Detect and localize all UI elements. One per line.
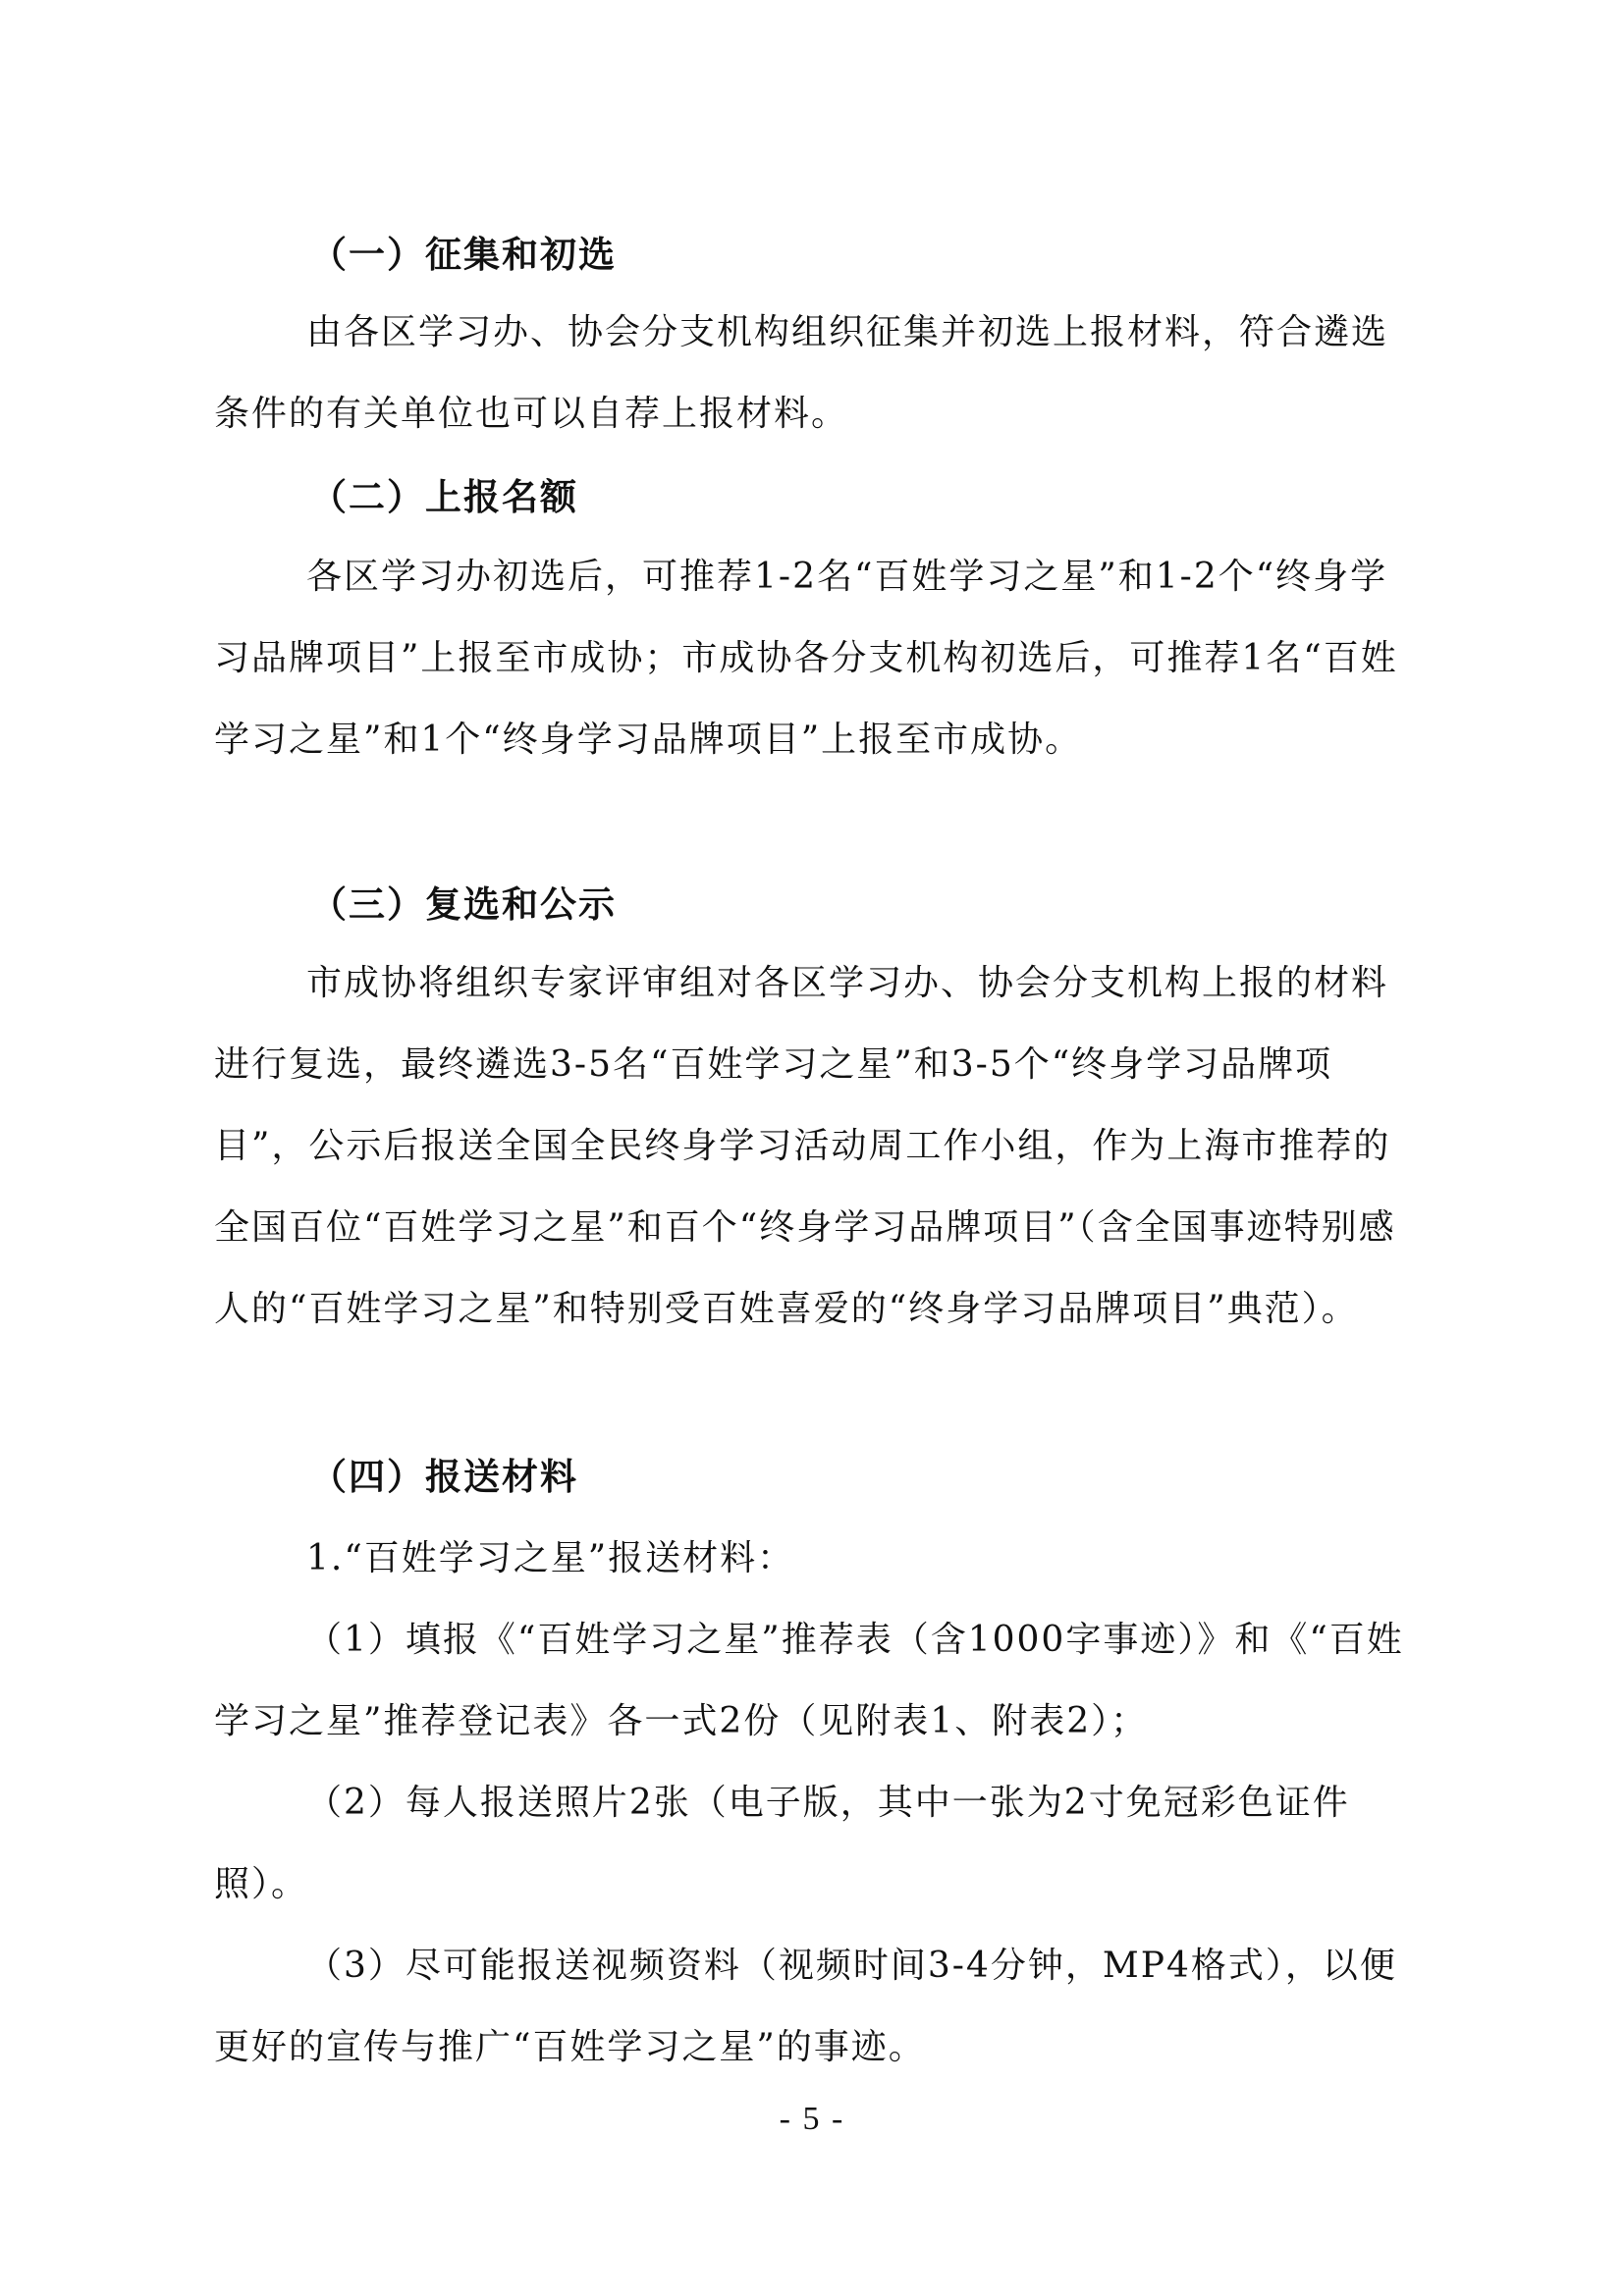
paragraph-quota: 各区学习办初选后，可推荐1-2名“百姓学习之星”和1-2个“终身学习品牌项目”上报至市成协；市成协各分支机构初选后，可推荐1名“百姓学习之星”和1个“终身学习品牌项目”上报至市成协。: [214, 557, 1398, 760]
materials-subitem-3: （3）尽可能报送视频资料（视频时间3-4分钟，MP4格式），以便更好的宣传与推广“百姓学习之星”的事迹。: [214, 1946, 1397, 2067]
section-heading-quota: （二）上报名额: [310, 475, 578, 518]
materials-item-1: 1.“百姓学习之星”报送材料：: [306, 1538, 795, 1578]
materials-subitem-2: （2）每人报送照片2张（电子版，其中一张为2寸免冠彩色证件照）。: [214, 1783, 1350, 1904]
paragraph-review: 市成协将组织专家评审组对各区学习办、协会分支机构上报的材料进行复选，最终遴选3-5名“百姓学习之星”和3-5个“终身学习品牌项目”，公示后报送全国全民终身学习活动周工作小组，作为上海市推荐的全国百位“百姓学习之星”和百个“终身学习品牌项目”（含全国事迹特别感人的“百姓学习之星”和特别受百姓喜爱的“终身学习品牌项目”典范）。: [214, 963, 1396, 1329]
section-heading-collection: （一）征集和初选: [310, 233, 617, 276]
paragraph-collection: 由各区学习办、协会分支机构组织征集并初选上报材料，符合遴选条件的有关单位也可以自荐上报材料。: [214, 312, 1389, 434]
page-number: - 5 -: [779, 2101, 845, 2137]
section-heading-review: （三）复选和公示: [310, 882, 617, 926]
materials-subitem-1: （1）填报《“百姓学习之星”推荐表（含1000字事迹）》和《“百姓学习之星”推荐登记表》各一式2份（见附表1、附表2）；: [214, 1620, 1404, 1741]
section-heading-materials: （四）报送材料: [310, 1455, 578, 1498]
